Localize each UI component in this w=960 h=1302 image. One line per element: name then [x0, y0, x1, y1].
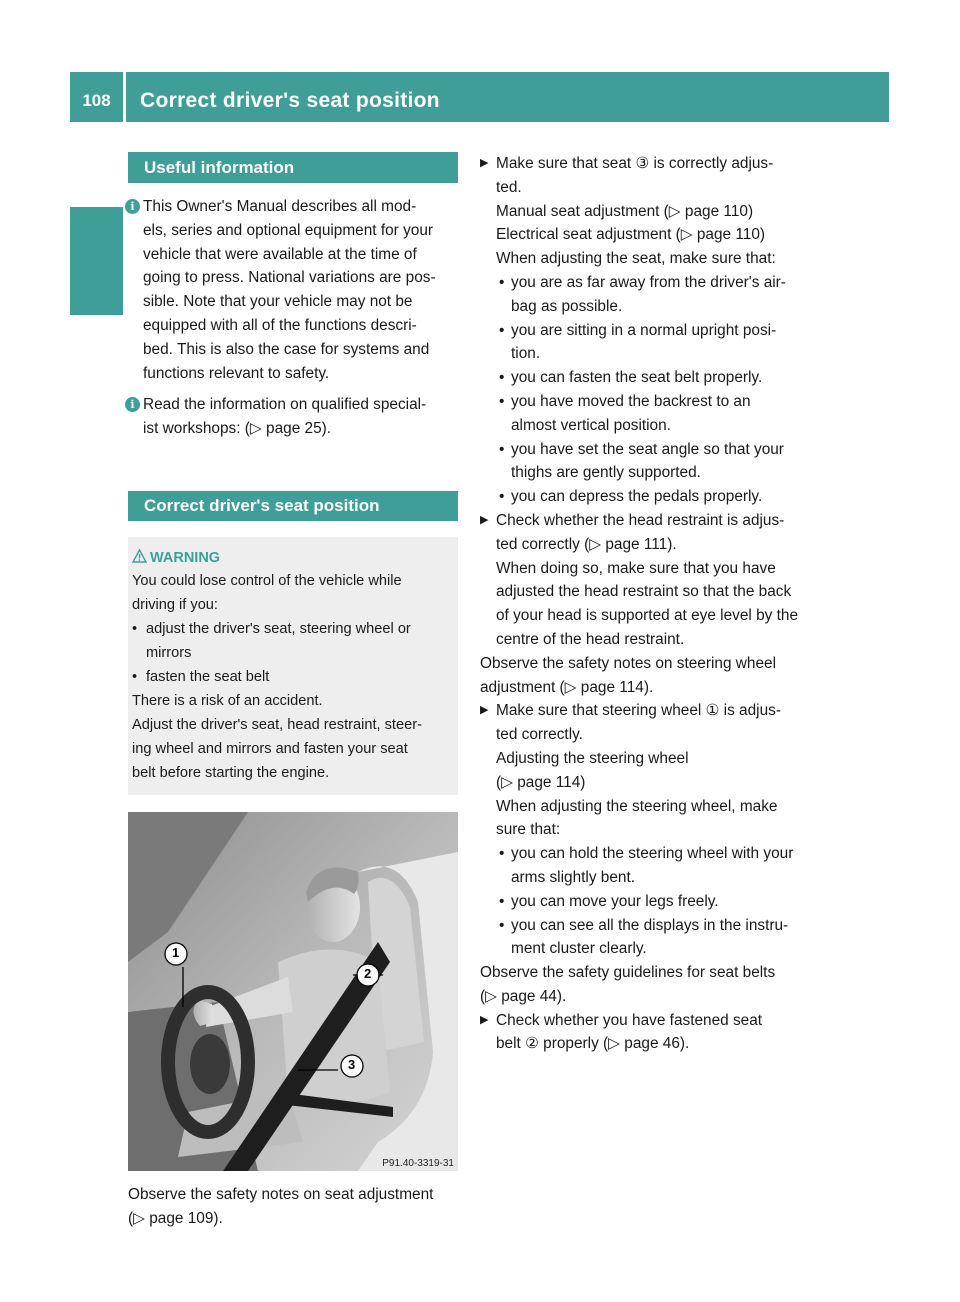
warning-triangle-icon [132, 549, 147, 563]
info-line: This Owner's Manual describes all mod- [143, 198, 417, 215]
warning-text: belt before starting the engine. [132, 764, 330, 781]
useful-info-heading: Useful information [128, 152, 458, 183]
section-heading: Correct driver's seat position [128, 491, 458, 521]
list-item: • you can move your legs freely. [480, 890, 814, 914]
driver-figure-drawing [128, 812, 458, 1171]
list-item: • you can hold the steering wheel with your arms slightly bent. [480, 842, 814, 890]
callout-1: 1 [172, 944, 180, 960]
page-header [70, 72, 889, 122]
info-line: equipped with all of the functions descri- [143, 316, 417, 334]
seat-notes-paragraph: Observe the safety notes on seat adjustment (▷ page 109). [128, 1183, 458, 1231]
info-line: sible. Note that your vehicle may not be [143, 293, 413, 311]
callout-2: 2 [364, 965, 372, 981]
page-reference-link[interactable]: Electrical seat adjustment (▷ page 110) [496, 226, 766, 244]
instruction-step: ▶ Check whether you have fastened seat belt ② properly (▷ page 46). [480, 1009, 814, 1057]
list-item: • you are sitting in a normal upright posi- tion. [480, 319, 814, 367]
page-reference-link[interactable]: ist workshops: (▷ page 25). [143, 420, 332, 438]
adjusting-wheel-paragraph: Adjusting the steering wheel (▷ page 114) [480, 747, 814, 795]
body-text: When adjusting the seat, make sure that: [496, 250, 776, 268]
page-number: 108 [82, 91, 111, 110]
warning-bullet: • adjust the driver's seat, steering wheel or mirrors [132, 617, 452, 665]
header-divider [123, 72, 126, 122]
instruction-step: ▶ Check whether the head restraint is adjus- ted correctly (▷ page 111). [480, 509, 814, 557]
warning-text: Adjust the driver's seat, head restraint, steer- [132, 716, 422, 733]
figure-code: P91.40-3319-31 [382, 1157, 454, 1169]
info-icon: i [125, 199, 140, 214]
warning-risk: There is a risk of an accident. [132, 692, 323, 709]
info-line: bed. This is also the case for systems and [143, 340, 430, 358]
chapter-tab-marker [70, 207, 123, 315]
list-item: • you are as far away from the driver's air- bag as possible. [480, 271, 814, 319]
callout-3: 3 [348, 1056, 356, 1072]
warning-box [128, 537, 458, 795]
info-line: els, series and optional equipment for your [143, 221, 434, 239]
when-wheel-paragraph: When adjusting the steering wheel, make sure that: [496, 797, 778, 839]
info-note-manual [128, 195, 458, 385]
warning-text: driving if you: [132, 596, 218, 613]
head-restraint-paragraph: When doing so, make sure that you have adjusted the head restraint so that the back of your head is supported at eye level by the centre of the head restraint. [496, 559, 799, 648]
info-line: vehicle that were available at the time of [143, 245, 417, 263]
left-column [128, 152, 458, 1231]
instruction-step: ▶ Make sure that seat ③ is correctly adjus- ted. [480, 152, 814, 200]
list-item: • you can depress the pedals properly. [480, 485, 814, 509]
info-line: Read the information on qualified special- [143, 396, 427, 414]
page-reference-link[interactable]: (▷ page 44). [480, 987, 567, 1005]
info-icon: i [125, 397, 140, 412]
instruction-step: ▶ Make sure that steering wheel ① is adjus- ted correctly. [480, 699, 814, 747]
warning-text: ing wheel and mirrors and fasten your seat [132, 740, 408, 757]
list-item: • you can fasten the seat belt properly. [480, 366, 814, 390]
warning-bullet: • fasten the seat belt [132, 665, 452, 689]
list-item: • you have set the seat angle so that your thighs are gently supported. [480, 438, 814, 486]
page-reference-link[interactable]: (▷ page 109). [128, 1209, 223, 1227]
info-line: going to press. National variations are pos- [143, 269, 436, 287]
list-item: • you have moved the backrest to an almost vertical position. [480, 390, 814, 438]
page-reference-link[interactable]: (▷ page 114) [496, 773, 586, 791]
warning-title: WARNING [132, 547, 452, 569]
info-note-workshops [128, 393, 458, 441]
page-reference-link[interactable]: Manual seat adjustment (▷ page 110) [496, 202, 754, 220]
page-title: Correct driver's seat position [140, 89, 440, 112]
belt-notes-paragraph: Observe the safety guidelines for seat belts (▷ page 44). [480, 961, 814, 1009]
right-column [480, 152, 814, 1056]
wheel-notes-paragraph: Observe the safety notes on steering wheel adjustment (▷ page 114). [480, 654, 777, 696]
info-line: functions relevant to safety. [143, 364, 330, 382]
driver-seat-illustration [128, 812, 458, 1171]
list-item: • you can see all the displays in the instru- ment cluster clearly. [480, 914, 814, 962]
warning-text: You could lose control of the vehicle while [132, 572, 402, 589]
